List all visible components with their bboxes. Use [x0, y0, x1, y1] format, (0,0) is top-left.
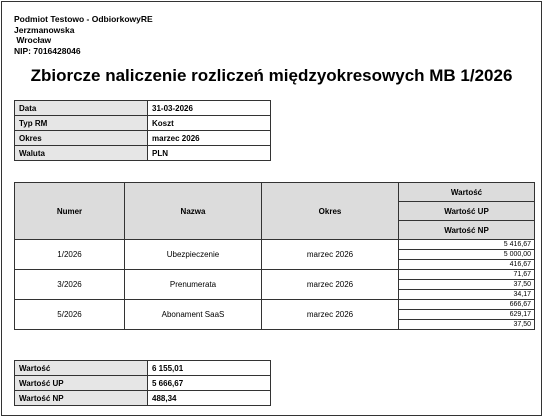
info-value: marzec 2026 — [148, 131, 271, 146]
table-row — [15, 240, 535, 250]
document-title: Zbiorcze naliczenie rozliczeń międzyokresowych MB 1/2026 — [30, 66, 513, 85]
header-row — [15, 183, 535, 202]
info-label: Data — [15, 101, 148, 116]
col-header-nazwa: Nazwa — [125, 183, 262, 240]
cell-nazwa: Ubezpieczenie — [125, 240, 262, 270]
info-value: Koszt — [148, 116, 271, 131]
cell-wartosc-np: 416,67 — [399, 260, 535, 270]
summary-row — [15, 391, 271, 406]
company-city: Wrocław — [14, 35, 52, 45]
info-value: PLN — [148, 146, 271, 161]
col-header-okres: Okres — [262, 183, 399, 240]
cell-wartosc-np: 34,17 — [399, 290, 535, 300]
accruals-table — [14, 182, 535, 330]
info-row-period — [15, 131, 271, 146]
company-header — [14, 14, 153, 56]
info-label: Typ RM — [15, 116, 148, 131]
col-header-numer: Numer — [15, 183, 125, 240]
cell-wartosc: 71,67 — [399, 270, 535, 280]
info-value: 31-03-2026 — [148, 101, 271, 116]
info-label: Waluta — [15, 146, 148, 161]
summary-value: 5 666,67 — [148, 376, 271, 391]
summary-label: Wartość UP — [15, 376, 148, 391]
info-label: Okres — [15, 131, 148, 146]
table-row — [15, 300, 535, 310]
summary-value: 488,34 — [148, 391, 271, 406]
summary-row — [15, 361, 271, 376]
company-street: Jerzmanowska — [14, 24, 75, 35]
cell-numer: 5/2026 — [15, 300, 125, 330]
info-table — [14, 100, 271, 161]
info-row-currency — [15, 146, 271, 161]
summary-value: 6 155,01 — [148, 361, 271, 376]
info-row-type — [15, 116, 271, 131]
cell-numer: 3/2026 — [15, 270, 125, 300]
company-name: Podmiot Testowo - OdbiorkowyRE — [14, 14, 153, 24]
company-nip: NIP: 7016428046 — [14, 45, 81, 56]
cell-okres: marzec 2026 — [262, 300, 399, 330]
cell-wartosc-up: 37,50 — [399, 280, 535, 290]
col-header-wartosc-np: Wartość NP — [399, 221, 535, 240]
summary-row — [15, 376, 271, 391]
cell-wartosc: 666,67 — [399, 300, 535, 310]
col-header-wartosc: Wartość — [399, 183, 535, 202]
cell-okres: marzec 2026 — [262, 270, 399, 300]
info-row-data — [15, 101, 271, 116]
cell-wartosc: 5 416,67 — [399, 240, 535, 250]
cell-wartosc-up: 629,17 — [399, 310, 535, 320]
summary-table — [14, 360, 271, 406]
document-page — [1, 1, 542, 416]
summary-label: Wartość — [15, 361, 148, 376]
cell-nazwa: Abonament SaaS — [125, 300, 262, 330]
cell-wartosc-up: 5 000,00 — [399, 250, 535, 260]
cell-wartosc-np: 37,50 — [399, 320, 535, 330]
summary-label: Wartość NP — [15, 391, 148, 406]
cell-numer: 1/2026 — [15, 240, 125, 270]
table-row — [15, 270, 535, 280]
cell-okres: marzec 2026 — [262, 240, 399, 270]
cell-nazwa: Prenumerata — [125, 270, 262, 300]
col-header-wartosc-up: Wartość UP — [399, 202, 535, 221]
